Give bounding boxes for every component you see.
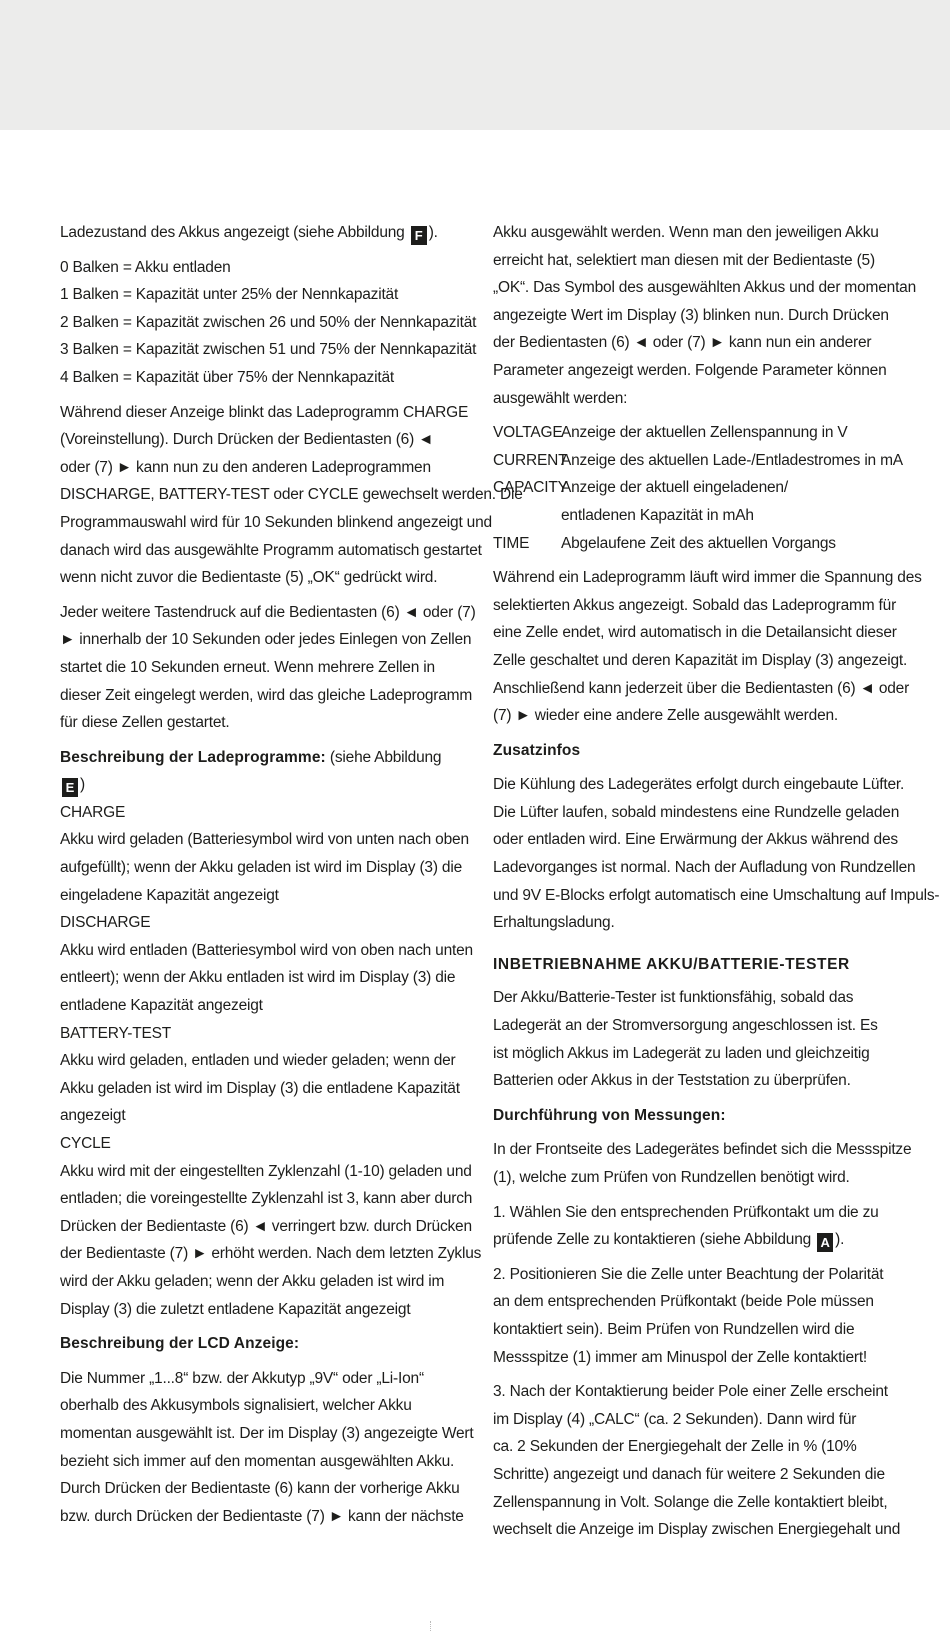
- running-paragraph: [493, 564, 922, 730]
- text-line: entladene Kapazität angezeigt: [60, 997, 263, 1015]
- extra-paragraph: [493, 771, 940, 937]
- text-line: Zelle geschaltet und deren Kapazität im Display (3) angezeigt.: [493, 651, 908, 669]
- text-line: ca. 2 Sekunden der Energiegehalt der Zelle in % (10%: [493, 1438, 857, 1456]
- step-1-end: ).: [835, 1231, 845, 1249]
- param-value: Anzeige der aktuell eingeladenen/: [561, 479, 788, 497]
- text-line: Akku wird mit der eingestellten Zyklenzahl (1-10) geladen und: [60, 1162, 472, 1180]
- text-line: Akku ausgewählt werden. Wenn man den jeweiligen Akku: [493, 224, 879, 241]
- measure-intro: [493, 1136, 912, 1191]
- header-band: [0, 0, 950, 130]
- param-key: VOLTAGE: [493, 424, 563, 442]
- intro-paragraph: [60, 219, 470, 247]
- param-row-time: [493, 530, 893, 558]
- text-line: Jeder weitere Tastendruck auf die Bedientasten (6) ◄ oder (7): [60, 603, 476, 621]
- text-line: oder (7) ► kann nun zu den anderen Ladeprogrammen: [60, 458, 431, 476]
- text-line: der Bedientaste (7) ► erhöht werden. Nach dem letzten Zyklus: [60, 1245, 482, 1263]
- text-line: im Display (4) „CALC“ (ca. 2 Sekunden). Dann wird für: [493, 1410, 857, 1428]
- text-line: In der Frontseite des Ladegerätes befindet sich die Messspitze: [493, 1141, 912, 1159]
- param-key: CURRENT: [493, 451, 568, 469]
- text-line: startet die 10 Sekunden erneut. Wenn mehrere Zellen in: [60, 658, 435, 676]
- programs-heading-bold: Beschreibung der Ladeprogramme:: [60, 748, 326, 766]
- param-row-current: [493, 447, 903, 475]
- tester-paragraph: [493, 984, 893, 1094]
- text-line: ausgewählt werden:: [493, 389, 628, 407]
- param-value: entladenen Kapazität in mAh: [561, 506, 754, 524]
- text-line: bzw. durch Drücken der Bedientaste (7) ► kann der nächste: [60, 1507, 464, 1525]
- text-line: Während ein Ladeprogramm läuft wird immer die Spannung des: [493, 569, 922, 587]
- figure-f-badge: F: [411, 226, 427, 245]
- text-line: eine Zelle endet, wird automatisch in die Detailansicht dieser: [493, 624, 897, 642]
- text-line: 4 Balken = Kapazität über 75% der Nennkapazität: [60, 368, 394, 386]
- text-line: Anschließend kann jederzeit über die Bedientasten (6) ◄ oder: [493, 679, 910, 697]
- text-line: CYCLE: [60, 1135, 111, 1152]
- text-line: 3. Nach der Kontaktierung beider Pole einer Zelle erscheint: [493, 1383, 888, 1401]
- step-2: [493, 1261, 893, 1371]
- text-line: Akku wird geladen, entladen und wieder geladen; wenn der: [60, 1052, 456, 1070]
- param-row-voltage: [493, 419, 893, 447]
- text-line: BATTERY-TEST: [60, 1024, 172, 1042]
- text-line: 1 Balken = Kapazität unter 25% der Nennkapazität: [60, 286, 399, 304]
- programs-heading-end: ): [80, 776, 85, 794]
- figure-e-badge: E: [62, 778, 78, 797]
- select-paragraph: [493, 219, 917, 412]
- param-key: TIME: [493, 534, 530, 552]
- text-line: Der Akku/Batterie-Tester ist funktionsfähig, sobald das: [493, 989, 854, 1007]
- text-line: (7) ► wieder eine andere Zelle ausgewählt werden.: [493, 707, 839, 725]
- param-value: Abgelaufene Zeit des aktuellen Vorgangs: [561, 534, 836, 552]
- text-line: Zellenspannung in Volt. Solange die Zelle kontaktiert bleibt,: [493, 1493, 888, 1511]
- param-key: CAPACITY: [493, 479, 568, 497]
- text-line: bezieht sich immer auf den momentan ausgewählten Akku.: [60, 1452, 455, 1470]
- programs-heading-rest: (siehe Abbildung: [325, 748, 442, 766]
- text-line: Die Kühlung des Ladegerätes erfolgt durch eingebaute Lüfter.: [493, 776, 905, 794]
- param-value: Anzeige des aktuellen Lade-/Entladestromes in mA: [561, 451, 903, 469]
- text-line: kontaktiert sein). Beim Prüfen von Rundzellen wird die: [493, 1320, 855, 1338]
- text-line: ► innerhalb der 10 Sekunden oder jedes Einlegen von Zellen: [60, 631, 472, 649]
- text-line: Während dieser Anzeige blinkt das Ladeprogramm CHARGE: [60, 403, 469, 421]
- extra-heading: Zusatzinfos: [493, 741, 581, 759]
- text-line: Programmauswahl wird für 10 Sekunden blinkend angezeigt und: [60, 513, 492, 531]
- text-line: 2 Balken = Kapazität zwischen 26 und 50% der Nennkapazität: [60, 313, 477, 331]
- text-line: wird der Akku geladen; wenn der Akku geladen ist wird im: [60, 1272, 445, 1290]
- text-line: aufgefüllt); wenn der Akku geladen ist wird im Display (3) die: [60, 859, 462, 877]
- text-line: danach wird das ausgewählte Programm automatisch gestartet: [60, 541, 482, 559]
- text-line: eingeladene Kapazität angezeigt: [60, 886, 279, 904]
- text-line: Messspitze (1) immer am Minuspol der Zelle kontaktiert!: [493, 1348, 868, 1366]
- text-line: momentan ausgewählt ist. Der im Display (3) angezeigte Wert: [60, 1424, 474, 1442]
- text-line: Akku geladen ist wird im Display (3) die entladene Kapazität: [60, 1079, 460, 1097]
- text-line: Drücken der Bedientaste (6) ◄ verringert bzw. durch Drücken: [60, 1217, 472, 1235]
- text-line: oberhalb des Akkusymbols signalisiert, welcher Akku: [60, 1397, 412, 1415]
- text-line: Die Lüfter laufen, sobald mindestens eine Rundzelle geladen: [493, 803, 900, 821]
- text-line: DISCHARGE, BATTERY-TEST oder CYCLE gewechselt werden. Die: [60, 486, 523, 504]
- footer-mark: [430, 1621, 435, 1631]
- text-line: dieser Zeit eingelegt werden, wird das gleiche Ladeprogramm: [60, 686, 473, 704]
- step-1-line: prüfende Zelle zu kontaktieren (siehe Abbildung: [493, 1231, 812, 1249]
- text-line: wenn nicht zuvor die Bedientaste (5) „OK“ gedrückt wird.: [60, 569, 438, 587]
- text-line: Die Nummer „1...8“ bzw. der Akkutyp „9V“ oder „Li-Ion“: [60, 1369, 424, 1387]
- text-line: DISCHARGE: [60, 914, 151, 932]
- step-3: [493, 1378, 901, 1544]
- text-line: Batterien oder Akkus in der Teststation zu überprüfen.: [493, 1072, 851, 1090]
- text-line: selektierten Akkus angezeigt. Sobald das Ladeprogramm für: [493, 596, 897, 614]
- parameters-table: [493, 419, 903, 557]
- text-line: Parameter angezeigt werden. Folgende Parameter können: [493, 361, 887, 379]
- programs-list: [60, 799, 482, 1323]
- text-line: Akku wird entladen (Batteriesymbol wird von oben nach unten: [60, 941, 473, 959]
- text-line: der Bedientasten (6) ◄ oder (7) ► kann nun ein anderer: [493, 334, 872, 352]
- keypress-paragraph: [60, 599, 476, 737]
- text-line: Ladevorganges ist normal. Nach der Aufladung von Rundzellen: [493, 859, 916, 877]
- text-line: für diese Zellen gestartet.: [60, 714, 230, 732]
- text-line: CHARGE: [60, 803, 126, 821]
- text-line: „OK“. Das Symbol des ausgewählten Akkus und der momentan: [493, 279, 917, 297]
- right-column: [493, 219, 940, 1551]
- lcd-paragraph: [60, 1365, 474, 1531]
- measure-heading: Durchführung von Messungen:: [493, 1106, 726, 1124]
- text-line: angezeigte Wert im Display (3) blinken nun. Durch Drücken: [493, 306, 889, 324]
- bars-list: [60, 254, 477, 392]
- text-line: an dem entsprechenden Prüfkontakt (beide Pole müssen: [493, 1293, 874, 1311]
- text-line: entleert); wenn der Akku entladen ist wird im Display (3) die: [60, 969, 456, 987]
- param-key: [493, 502, 561, 530]
- text-line: Durch Drücken der Bedientaste (6) kann der vorherige Akku: [60, 1480, 460, 1498]
- text-line: und 9V E-Blocks erfolgt automatisch eine Umschaltung auf Impuls-: [493, 886, 940, 904]
- text-line: Erhaltungsladung.: [493, 914, 615, 932]
- text-line: Schritte) angezeigt und danach für weitere 2 Sekunden die: [493, 1465, 885, 1483]
- text-line: wechselt die Anzeige im Display zwischen Energiegehalt und: [493, 1521, 901, 1539]
- text-line: Akku wird geladen (Batteriesymbol wird von unten nach oben: [60, 831, 469, 849]
- text-line: Ladegerät an der Stromversorgung angeschlossen ist. Es: [493, 1017, 878, 1035]
- text-line: oder entladen wird. Eine Erwärmung der Akkus während des: [493, 831, 898, 849]
- param-row-capacity: [493, 474, 893, 502]
- text-line: 2. Positionieren Sie die Zelle unter Beachtung der Polarität: [493, 1265, 884, 1283]
- text-line: entladen; die voreingestellte Zyklenzahl ist 3, kann aber durch: [60, 1190, 473, 1208]
- intro-text: Ladezustand des Akkus angezeigt (siehe Abbildung: [60, 224, 405, 241]
- param-value: Anzeige der aktuellen Zellenspannung in V: [561, 424, 848, 442]
- intro-end: ).: [428, 224, 438, 241]
- lcd-heading: Beschreibung der LCD Anzeige:: [60, 1335, 300, 1353]
- text-line: ist möglich Akkus im Ladegerät zu laden und gleichzeitig: [493, 1044, 870, 1062]
- programs-heading: [60, 744, 470, 799]
- text-line: 3 Balken = Kapazität zwischen 51 und 75% der Nennkapazität: [60, 341, 477, 359]
- step-1-line: 1. Wählen Sie den entsprechenden Prüfkontakt um die zu: [493, 1203, 879, 1221]
- text-line: 0 Balken = Akku entladen: [60, 258, 231, 276]
- section-title: INBETRIEBNAHME AKKU/BATTERIE-TESTER: [493, 955, 850, 973]
- text-line: (1), welche zum Prüfen von Rundzellen benötigt wird.: [493, 1169, 850, 1186]
- step-1: [493, 1199, 893, 1254]
- figure-a-badge: A: [817, 1233, 833, 1252]
- text-line: angezeigt: [60, 1107, 126, 1125]
- text-line: (Voreinstellung). Durch Drücken der Bedientasten (6) ◄: [60, 431, 434, 449]
- text-line: Display (3) die zuletzt entladene Kapazität angezeigt: [60, 1300, 411, 1318]
- text-line: erreicht hat, selektiert man diesen mit der Bedientaste (5): [493, 251, 875, 269]
- param-row-capacity-cont: [493, 502, 893, 530]
